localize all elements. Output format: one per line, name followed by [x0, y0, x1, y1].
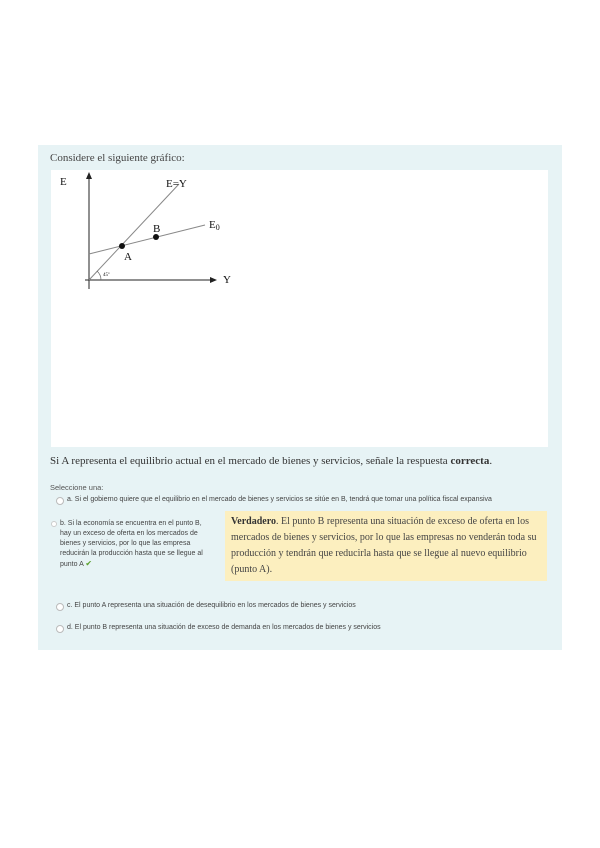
option-a[interactable]: a. Si el gobierno quiere que el equilibrio en el mercado de bienes y servicios se sitúe en B, tendrá que tomar una política fiscal expansiva: [67, 496, 492, 503]
point-a: [119, 243, 125, 249]
y-axis-arrow: [86, 172, 92, 179]
line-45: [89, 184, 179, 280]
check-icon: ✔: [85, 559, 93, 568]
line-e0: [89, 225, 205, 254]
option-b[interactable]: b. Si la economía se encuentra en el punto B, hay un exceso de oferta en los mercados de bienes y servicios, por lo que las empresa reducirán la producción hasta que se llegue al punto A ✔: [60, 520, 203, 568]
y-axis-label: E: [60, 176, 67, 188]
intro-text: Considere el siguiente gráfico:: [50, 152, 185, 164]
line-45-label: E=Y: [166, 178, 187, 190]
line-e0-label: E0: [209, 219, 220, 232]
graph-figure: [51, 170, 548, 447]
radio-option-c[interactable]: [56, 603, 64, 611]
radio-option-b[interactable]: [51, 521, 57, 527]
question-card: [38, 145, 562, 650]
point-b-label: B: [153, 223, 161, 235]
radio-option-d[interactable]: [56, 625, 64, 633]
option-d[interactable]: d. El punto B representa una situación de exceso de demanda en los mercados de bienes y servicios: [67, 624, 381, 631]
x-axis-label: Y: [223, 274, 231, 286]
angle-arc: [97, 271, 101, 280]
feedback-box: Verdadero. El punto B representa una situación de exceso de oferta en los mercados de bienes y servicios, por lo que las empresas no venderán toda su producción y tendrán que reducirla hasta que se llegue al nuevo equilibrio (punto A).: [225, 511, 547, 581]
x-axis-arrow: [210, 277, 217, 283]
point-a-label: A: [124, 251, 132, 263]
angle-label: 45º: [103, 273, 110, 278]
graph-svg: [51, 170, 548, 447]
question-text: Si A representa el equilibrio actual en el mercado de bienes y servicios, señale la respuesta correcta.: [50, 455, 493, 467]
select-label: Seleccione una:: [50, 483, 104, 492]
radio-option-a[interactable]: [56, 497, 64, 505]
option-c[interactable]: c. El punto A representa una situación de desequilibrio en los mercados de bienes y servicios: [67, 602, 356, 609]
